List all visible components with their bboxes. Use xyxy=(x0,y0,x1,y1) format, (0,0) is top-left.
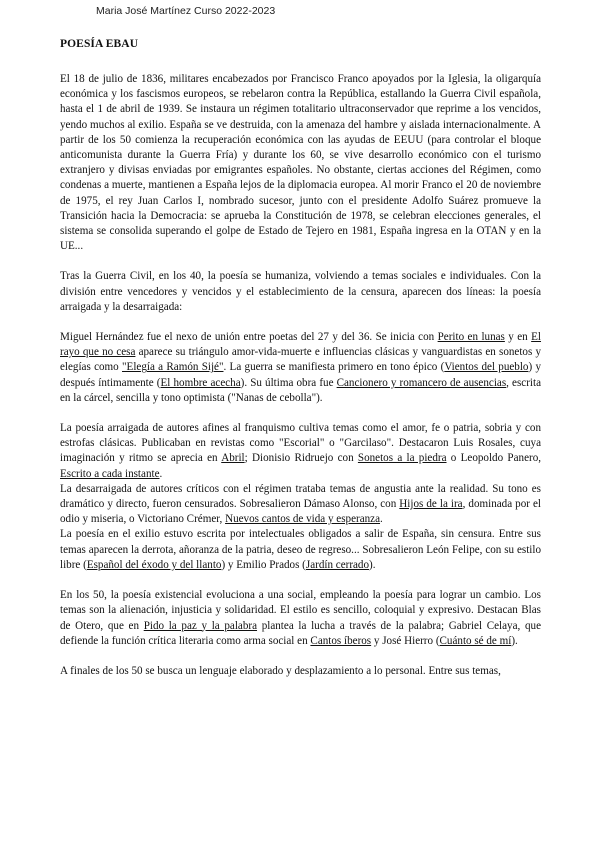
work-title: Jardín cerrado xyxy=(305,558,370,571)
paragraph-postwar-poetry: Tras la Guerra Civil, en los 40, la poesía se humaniza, volviendo a temas sociales e individuales. Con la división entre vencedores y vencidos y el establecimiento de la censura, aparecen dos líneas: la poesía arraigada y la desarraigada: xyxy=(60,270,541,313)
work-title: Vientos del pueblo xyxy=(444,361,529,374)
work-title: El hombre acecha xyxy=(160,376,241,389)
document-body xyxy=(60,72,541,694)
work-title: Hijos de la ira xyxy=(399,498,463,511)
work-title: Nuevos cantos de vida y esperanza xyxy=(225,513,381,526)
paragraph-historical-context: El 18 de julio de 1836, militares encabezados por Francisco Franco apoyados por la Iglesia, la oligarquía económica y los fascismos europeos, se rebelaron contra la República, estallando la Guerra Civil española, hasta el 1 de abril de 1939. Se instaura un régimen totalitario ultraconservador que reprime a los vencidos, yendo muchos al exilio. España se ve destruida, con la amenaza del hambre y aislada internacionalmente. A partir de los 50 comienza la recuperación económica con las ayudas de EEUU (para controlar el bloque anticomunista durante la Guerra Fría) y durante los 60, se vive desarrollo económico con el turismo extranjero y divisas enviadas por emigrantes españoles. No obstante, ciertas acciones del Régimen, como condenas a muerte, mantienen a España lejos de la diplomacia europea. Al morir Franco el 20 de noviembre de 1975, el rey Juan Carlos I, nombrado sucesor, junto con el presidente Adolfo Suárez promueve la Transición hacia la Democracia: se aprueba la Constitución de 1978, se celebran elecciones generales, el sistema se consolida superando el golpe de Estado de Tejero en 1981, España ingresa en la OTAN y en la UE... xyxy=(60,73,541,253)
work-title: Pido la paz y la palabra xyxy=(143,619,258,632)
page-header: Maria José Martínez Curso 2022-2023 xyxy=(96,5,276,17)
paragraph-poesia-social: En los 50, la poesía existencial evoluciona a una social, empleando la poesía para lograr un cambio. Los temas son la alienación, injusticia y solidaridad. El estilo es sencillo, coloquial y expresivo. Destacan Blas de Otero, que en Pido la paz y la palabra plantea la lucha a través de la palabra; Gabriel Celaya, que defiende la función crítica literaria como arma social en Cantos íberos y José Hierro (Cuánto sé de mí). xyxy=(60,589,541,647)
paragraph-poesia-exilio: La poesía en el exilio estuvo escrita por intelectuales obligados a salir de España, sin censura. Entre sus temas aparecen la derrota, añoranza de la patria, deseo de regreso... Sobresalieron León Felipe, con su estilo libre (Español del éxodo y del llanto) y Emilio Prados (Jardín cerrado). xyxy=(60,528,541,571)
work-title: Cuánto sé de mí xyxy=(439,634,512,647)
work-title: Sonetos a la piedra xyxy=(357,452,447,465)
document-title: POESÍA EBAU xyxy=(60,38,139,50)
work-title: Cantos íberos xyxy=(310,634,372,647)
paragraph-late-50s: A finales de los 50 se busca un lenguaje elaborado y desplazamiento a lo personal. Entre sus temas, xyxy=(60,664,501,677)
work-title: Escrito a cada instante xyxy=(60,467,160,480)
work-title: Cancionero y romancero de ausencias xyxy=(336,376,507,389)
work-title: "Elegía a Ramón Sijé" xyxy=(122,361,224,374)
paragraph-poesia-arraigada: La poesía arraigada de autores afines al franquismo cultiva temas como el amor, fe o patria, sobria y con estrofas clásicas. Publicaban en revistas como "Escorial" o "Garcilaso". Destacaron Luis Rosales, cuya imaginación y ritmo se aprecia en Abril; Dionisio Ridruejo con Sonetos a la piedra o Leopoldo Panero, Escrito a cada instante. xyxy=(60,422,542,480)
work-title: Español del éxodo y del llanto xyxy=(86,558,222,571)
work-title: El rayo que no cesa xyxy=(60,331,542,359)
work-title: Perito en lunas xyxy=(437,331,505,344)
work-title: Abril xyxy=(221,452,245,465)
paragraph-poesia-desarraigada: La desarraigada de autores críticos con el régimen trataba temas de angustia ante la realidad. Su tono es dramático y directo, fueron censurados. Sobresalieron Dámaso Alonso, con Hijos de la ira, dominada por el odio y miseria, o Victoriano Crémer, Nuevos cantos de vida y esperanza. xyxy=(60,482,541,526)
paragraph-miguel-hernandez: Miguel Hernández fue el nexo de unión entre poetas del 27 y del 36. Se inicia con Perito en lunas y en El rayo que no cesa aparece su triángulo amor-vida-muerte e influencias clásicas y vanguardistas en sonetos y elegías como "Elegía a Ramón Sijé". La guerra se manifiesta primero en tono épico (Vientos del pueblo) y después íntimamente (El hombre acecha). Su última obra fue Cancionero y romancero de ausencias, escrita en la cárcel, sencilla y tono optimista ("Nanas de cebolla"). xyxy=(60,331,542,404)
